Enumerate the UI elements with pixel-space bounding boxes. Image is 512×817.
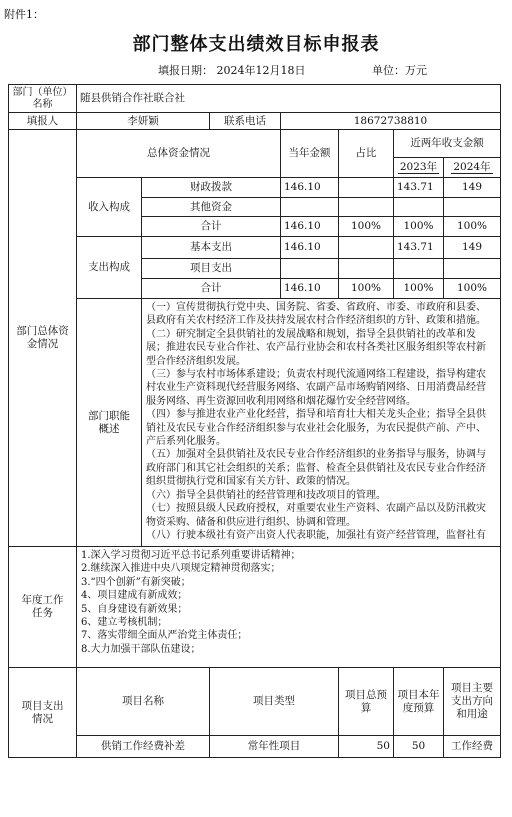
- expense-label: 支出构成: [77, 237, 142, 299]
- income-item-name: 合计: [142, 217, 281, 237]
- phone-label: 联系电话: [210, 113, 281, 130]
- income-current: 146.10: [281, 178, 339, 198]
- function-line: （七）按照县级人民政府授权，对重要农业生产资料、农副产品以及防汛救灾: [146, 503, 486, 515]
- function-line: （六）指导全县供销社的经营管理和技改项目的管理。: [146, 489, 386, 501]
- expense-2023: 100%: [394, 279, 444, 299]
- functions-row: [9, 299, 501, 547]
- tasks-label: 年度工作任务: [9, 547, 77, 668]
- income-label: 收入构成: [77, 178, 142, 237]
- income-2024: 149: [444, 178, 501, 198]
- function-line: 展；推进农民专业合作社、农产品行业协会和农村各类社区服务组织等农村新: [146, 342, 486, 354]
- function-line: 村农业生产资料现代经营服务网络、农副产品市场购销网络、日用消费品经营: [146, 382, 486, 394]
- income-ratio: 100%: [339, 217, 394, 237]
- function-line: 型合作经济组织发展。: [146, 355, 246, 367]
- income-current: [281, 198, 339, 217]
- tasks-text: [77, 547, 501, 668]
- task-line: 1.深入学习贯彻习近平总书记系列重要讲话精神；: [81, 550, 301, 561]
- performance-form-table: [8, 84, 501, 758]
- phone-value: 18672738810: [281, 113, 501, 130]
- income-2023: 100%: [394, 217, 444, 237]
- income-2024: 100%: [444, 217, 501, 237]
- contact-row: [9, 113, 501, 130]
- function-line: 政府部门和其它社会组织的关系；监督、检查全县供销社及农民专业合作经济: [146, 462, 486, 474]
- expense-2024: [444, 259, 501, 279]
- income-ratio: [339, 178, 394, 198]
- projects-header-row: [9, 668, 501, 736]
- project-annual-header: 项目本年度预算: [394, 668, 444, 736]
- task-line: 5、自身建设有新效果；: [81, 603, 188, 615]
- expense-item-name: 基本支出: [142, 237, 281, 259]
- project-row: [9, 736, 501, 758]
- project-direction-header: 项目主要支出方向和用途: [444, 668, 501, 736]
- task-line: 3.“四个创新”有新突破；: [81, 576, 191, 588]
- filler-value: 李妍颖: [77, 113, 210, 130]
- function-line: （五）加强对全县供销社及农民专业合作经济组织的业务指导与服务，协调与: [146, 449, 486, 461]
- income-2023: [394, 198, 444, 217]
- income-ratio: [339, 198, 394, 217]
- function-line: 产后系列化服务。: [146, 436, 226, 448]
- fill-date: 填报日期： 2024年12月18日: [158, 64, 306, 77]
- expense-ratio: [339, 237, 394, 259]
- project-type-header: 项目类型: [210, 668, 339, 736]
- project-total-header: 项目总预算: [339, 668, 394, 736]
- function-line: （四）参与推进农业产业化经营，指导和培育壮大相关龙头企业；指导全县供: [146, 409, 486, 421]
- expense-ratio: 100%: [339, 279, 394, 299]
- attachment-label: 附件1：: [4, 8, 44, 21]
- project-total: 50: [339, 736, 394, 758]
- functions-label: 部门职能概述: [77, 299, 142, 547]
- function-line: （八）行驶本级社有资产出资人代表职能，加强社有资产经营管理，监督社有: [146, 529, 486, 541]
- project-annual: 50: [394, 736, 444, 758]
- expense-ratio: [339, 259, 394, 279]
- project-name-header: 项目名称: [77, 668, 210, 736]
- function-line: 物资采购、储备和供应进行组织、协调和管理。: [146, 516, 356, 528]
- function-line: 组织贯彻执行党和国家有关方针、政策的情况。: [146, 476, 356, 488]
- income-row: [9, 178, 501, 198]
- unit-label: 单位：万元: [372, 64, 427, 77]
- form-title: 部门整体支出绩效目标申报表: [132, 34, 380, 55]
- expense-item-name: 项目支出: [142, 259, 281, 279]
- ratio-header: 占比: [339, 130, 394, 178]
- function-line: （二）研究制定全县供销社的发展战略和规划，指导全县供销社的改革和发: [146, 328, 476, 340]
- function-line: 县政府有关农村经济工作及扶持发展农村合作经济组织的方针、政策和措施。: [146, 315, 486, 327]
- funds-section-label: 部门总体资金情况: [9, 130, 77, 547]
- expense-2023: [394, 259, 444, 279]
- current-amount-header: 当年金额: [281, 130, 339, 178]
- function-line: 服务网络、再生资源回收利用网络和烟花爆竹安全经营网络。: [146, 395, 416, 407]
- expense-current: [281, 259, 339, 279]
- task-line: 2.继续深入推进中央八项规定精神贯彻落实；: [81, 563, 281, 575]
- year-2023-header: 2023年: [394, 158, 444, 178]
- expense-current: 146.10: [281, 279, 339, 299]
- expense-row: [9, 237, 501, 259]
- task-line: 6、建立考核机制；: [81, 617, 168, 629]
- task-line: 7、落实带细全面从严治党主体责任；: [81, 630, 248, 642]
- dept-row: [9, 85, 501, 113]
- task-line: 8.大力加强干部队伍建设；: [81, 643, 201, 655]
- functions-text: [142, 299, 501, 547]
- project-name: 供销工作经费补差: [77, 736, 210, 758]
- income-2024: [444, 198, 501, 217]
- funds-header-row-1: [9, 130, 501, 158]
- overall-funds-header: 总体资金情况: [77, 130, 281, 178]
- year-2024-header: 2024年: [444, 158, 501, 178]
- dept-label: 部门（单位）名称: [9, 85, 77, 113]
- expense-2024: 149: [444, 237, 501, 259]
- expense-2023: 143.71: [394, 237, 444, 259]
- income-item-name: 其他资金: [142, 198, 281, 217]
- income-current: 146.10: [281, 217, 339, 237]
- function-line: （一）宣传贯彻执行党中央、国务院、省委、省政府、市委、市政府和县委、: [146, 302, 486, 313]
- projects-label: 项目支出情况: [9, 668, 77, 758]
- expense-item-name: 合计: [142, 279, 281, 299]
- filler-label: 填报人: [9, 113, 77, 130]
- function-line: （三）参与农村市场体系建设；负责农村现代流通网络工程建设，指导构建农: [146, 369, 486, 381]
- income-2023: 143.71: [394, 178, 444, 198]
- dept-value: 随县供销合作社联合社: [77, 85, 501, 113]
- project-type: 常年性项目: [210, 736, 339, 758]
- income-item-name: 财政拨款: [142, 178, 281, 198]
- tasks-row: [9, 547, 501, 668]
- task-line: 4、项目建成有新成效；: [81, 590, 188, 602]
- project-direction: 工作经费: [444, 736, 501, 758]
- expense-current: 146.10: [281, 237, 339, 259]
- expense-2024: 100%: [444, 279, 501, 299]
- function-line: 销社及农民专业合作经济组织参与农业社会化服务，为农民提供产前、产中、: [146, 422, 486, 434]
- recent-years-header: 近两年收支金额: [394, 130, 501, 158]
